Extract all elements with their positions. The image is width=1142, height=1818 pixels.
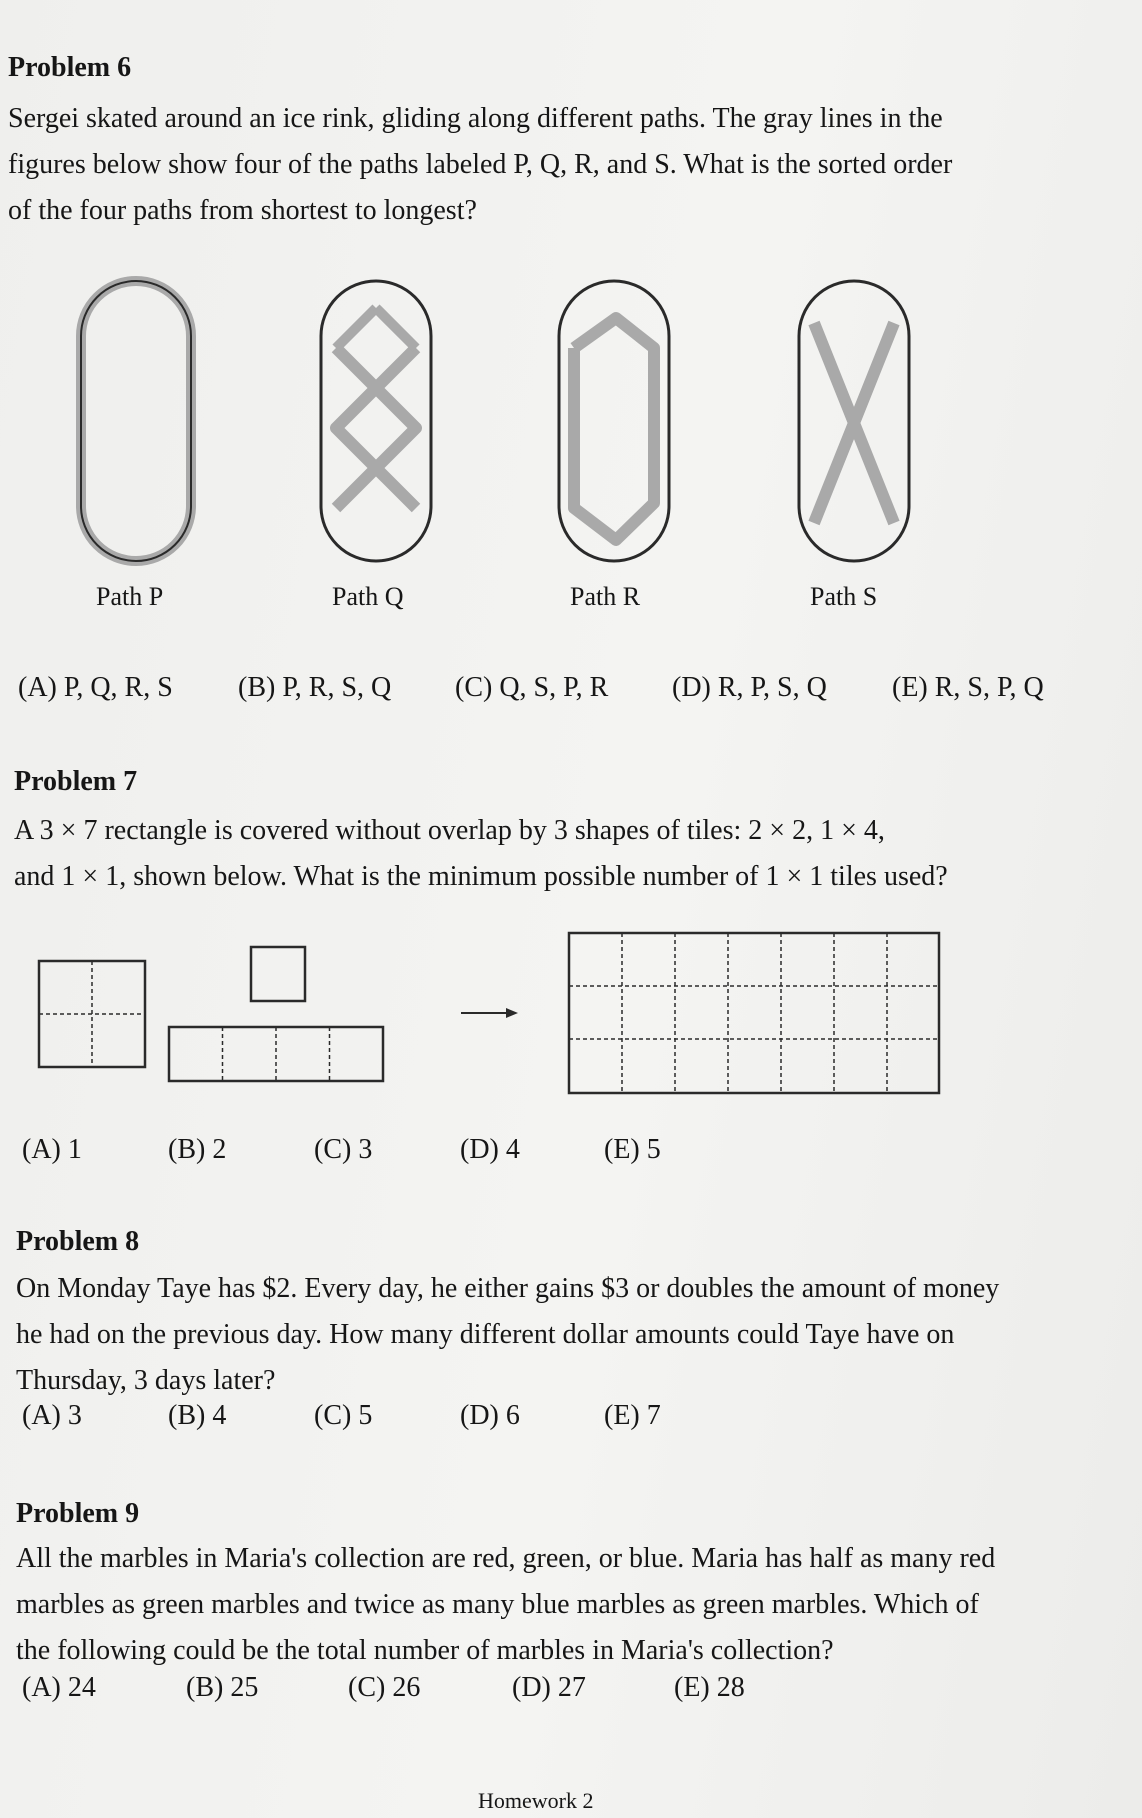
problem-9-text	[16, 1536, 1078, 1674]
choice-d[interactable]: (D) R, P, S, Q	[672, 672, 827, 703]
path-r-label: Path R	[570, 582, 641, 611]
rectangle-3x7	[568, 932, 942, 1096]
problem-6-line: Sergei skated around an ice rink, gliding along different paths. The gray lines in the	[8, 103, 943, 134]
tile-1x4	[168, 1026, 386, 1084]
problem-9-line: the following could be the total number of marbles in Maria's collection?	[16, 1635, 834, 1666]
problem-8-line: he had on the previous day. How many different dollar amounts could Taye have on	[16, 1319, 955, 1350]
choice-c[interactable]: (C) 5	[314, 1400, 373, 1431]
choice-c[interactable]: (C) 26	[348, 1672, 421, 1703]
tile-2x2	[38, 960, 148, 1070]
choice-b[interactable]: (B) 4	[168, 1400, 227, 1431]
choice-a[interactable]: (A) P, Q, R, S	[18, 672, 173, 703]
choice-d[interactable]: (D) 6	[460, 1400, 520, 1431]
choice-a[interactable]: (A) 24	[22, 1672, 96, 1703]
choice-d[interactable]: (D) 4	[460, 1134, 520, 1165]
problem-9-line: All the marbles in Maria's collection are red, green, or blue. Maria has half as many red	[16, 1543, 996, 1574]
problem-8-line: Thursday, 3 days later?	[16, 1365, 276, 1396]
choice-e[interactable]: (E) 7	[604, 1400, 661, 1431]
problem-6-choices	[0, 672, 1142, 708]
arrow-icon	[460, 1006, 520, 1020]
problem-6-line: of the four paths from shortest to longest?	[8, 195, 477, 226]
choice-d[interactable]: (D) 27	[512, 1672, 586, 1703]
choice-b[interactable]: (B) P, R, S, Q	[238, 672, 392, 703]
choice-a[interactable]: (A) 1	[22, 1134, 82, 1165]
problem-7-line: and 1 × 1, shown below. What is the minimum possible number of 1 × 1 tiles used?	[14, 861, 948, 892]
choice-b[interactable]: (B) 25	[186, 1672, 259, 1703]
path-q-figure	[318, 278, 434, 564]
choice-b[interactable]: (B) 2	[168, 1134, 227, 1165]
choice-e[interactable]: (E) 28	[674, 1672, 745, 1703]
problem-8-title: Problem 8	[16, 1226, 140, 1257]
path-q-label: Path Q	[332, 582, 404, 611]
problem-7-text	[14, 808, 1076, 900]
problem-6-text	[8, 96, 1070, 234]
problem-9-title: Problem 9	[16, 1498, 140, 1529]
path-s-figure	[796, 278, 912, 564]
path-p-label: Path P	[96, 582, 164, 611]
path-s-label: Path S	[810, 582, 878, 611]
problem-8-text	[16, 1266, 1078, 1404]
path-p-figure	[78, 278, 194, 564]
problem-7-title: Problem 7	[14, 766, 138, 797]
problem-7-choices	[0, 1134, 1142, 1170]
problem-6-line: figures below show four of the paths labeled P, Q, R, and S. What is the sorted order	[8, 149, 953, 180]
choice-c[interactable]: (C) Q, S, P, R	[455, 672, 609, 703]
choice-e[interactable]: (E) R, S, P, Q	[892, 672, 1044, 703]
page-footer: Homework 2	[478, 1788, 594, 1813]
problem-9-line: marbles as green marbles and twice as many blue marbles as green marbles. Which of	[16, 1589, 979, 1620]
problem-6-title: Problem 6	[8, 52, 132, 83]
problem-8-line: On Monday Taye has $2. Every day, he either gains $3 or doubles the amount of money	[16, 1273, 1000, 1304]
problem-8-choices	[0, 1400, 1142, 1436]
problem-7-line: A 3 × 7 rectangle is covered without overlap by 3 shapes of tiles: 2 × 2, 1 × 4,	[14, 815, 885, 846]
problem-9-choices	[0, 1672, 1142, 1708]
choice-c[interactable]: (C) 3	[314, 1134, 373, 1165]
tile-1x1	[250, 946, 308, 1004]
choice-e[interactable]: (E) 5	[604, 1134, 661, 1165]
choice-a[interactable]: (A) 3	[22, 1400, 82, 1431]
path-r-figure	[556, 278, 672, 564]
